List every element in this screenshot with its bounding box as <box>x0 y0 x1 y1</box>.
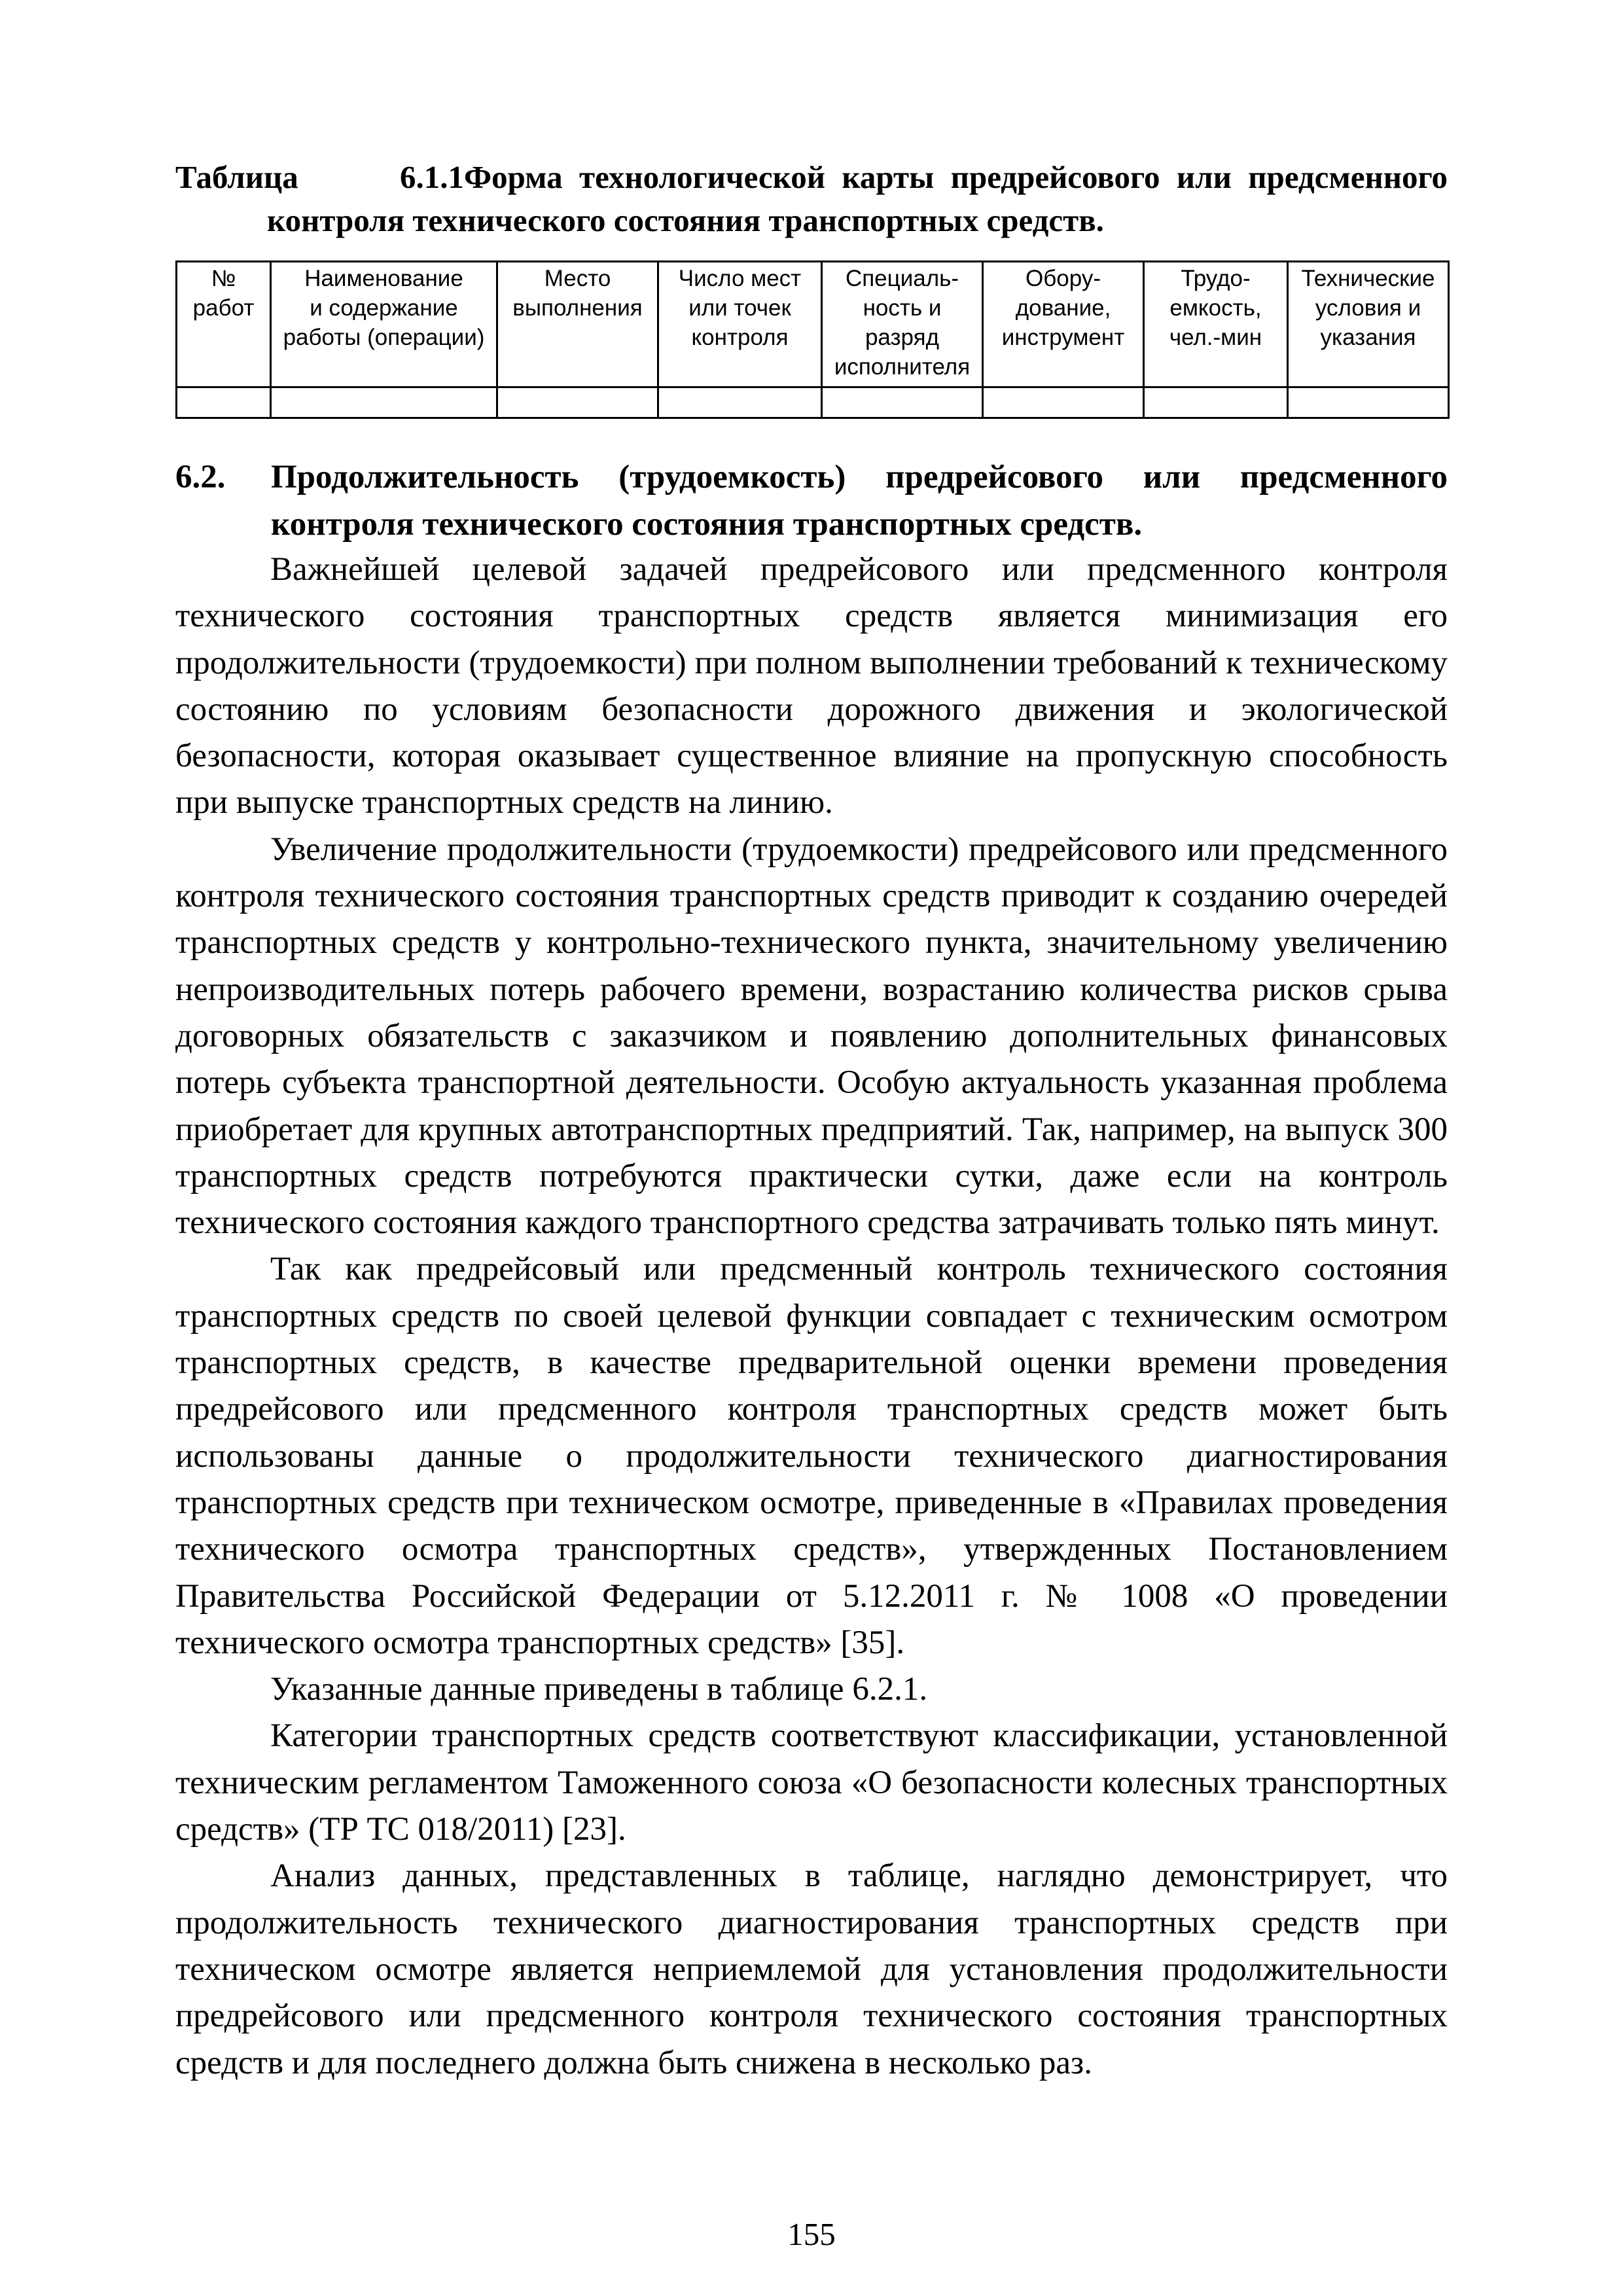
table-row <box>177 387 1449 418</box>
section-number: 6.2. <box>175 459 226 495</box>
paragraph: Указанные данные приведены в таблице 6.2.1. <box>270 1671 928 1708</box>
header-line: Обору- <box>1026 266 1101 291</box>
body-text <box>175 547 1448 2087</box>
table-cell <box>658 387 822 418</box>
header-specialty <box>822 262 983 387</box>
header-line: чел.-мин <box>1169 325 1262 350</box>
header-line: Трудо- <box>1181 266 1251 291</box>
table-cell <box>983 387 1144 418</box>
header-line: или точек <box>688 295 791 321</box>
header-line: выполнения <box>512 295 643 321</box>
table-cell <box>497 387 658 418</box>
header-line: Специаль- <box>845 266 959 291</box>
header-location <box>497 262 658 387</box>
section-heading <box>175 454 1448 548</box>
table-caption <box>175 156 1448 242</box>
header-equipment <box>983 262 1144 387</box>
table-cell <box>177 387 271 418</box>
header-line: контроля <box>691 325 789 350</box>
header-labor-intensity <box>1144 262 1288 387</box>
header-line: № <box>211 266 236 291</box>
header-line: указания <box>1320 325 1416 350</box>
table-cell <box>1144 387 1288 418</box>
section-title: Продолжительность (трудоемкость) предрейсового или предсменного контроля технического состояния транспортных средств. <box>271 459 1448 543</box>
paragraph: Так как предрейсовый или предсменный контроль технического состояния транспортных средств по своей целевой функции совпадает с техническим осмотром транспортных средств, в качестве предварительной оценки времени проведения предрейсового или предсменного контроля транспортных средств может быть использованы данные о продолжительности технического диагностирования транспортных средств при техническом осмотре, приведенные в «Правилах проведения технического осмотра транспортных средств», утвержденных Постановлением Правительства Российской Федерации от 5.12.2011 г. № 1008 «О проведении технического осмотра транспортных средств» [35]. <box>175 1251 1448 1661</box>
header-line: и содержание <box>310 295 458 321</box>
table-cell <box>271 387 497 418</box>
header-line: работы (операции) <box>283 325 485 350</box>
header-line: работ <box>192 295 255 321</box>
paragraph: Категории транспортных средств соответствуют классификации, установленной техническим регламентом Таможенного союза «О безопасности колесных транспортных средств» (ТР ТС 018/2011) [23]. <box>175 1717 1448 1848</box>
header-line: Наименование <box>304 266 463 291</box>
header-line: Технические <box>1301 266 1435 291</box>
header-control-points <box>658 262 822 387</box>
technological-card-form-table <box>175 260 1450 419</box>
table-caption-head <box>175 156 1448 199</box>
header-line: Место <box>544 266 611 291</box>
header-work-number <box>177 262 271 387</box>
table-cell <box>1288 387 1449 418</box>
header-line: емкость, <box>1169 295 1262 321</box>
header-line: Число мест <box>678 266 802 291</box>
header-line: разряд <box>865 325 940 350</box>
table-caption-title-rest: контроля технического состояния транспортных средств. <box>267 202 1104 238</box>
table-header-row <box>177 262 1449 387</box>
header-line: ность и <box>863 295 942 321</box>
header-line: инструмент <box>1001 325 1125 350</box>
paragraph: Увеличение продолжительности (трудоемкости) предрейсового или предсменного контроля технического состояния транспортных средств приводит к созданию очередей транспортных средств у контрольно-технического пункта, значительному увеличению непроизводительных потерь рабочего времени, возрастанию количества рисков срыва договорных обязательств с заказчиком и появлению дополнительных финансовых потерь субъекта транспортной деятельности. Особую актуальность указанная проблема приобретает для крупных автотранспортных предприятий. Так, например, на выпуск 300 транспортных средств потребуются практически сутки, даже если на контроль технического состояния каждого транспортного средства затрачивать только пять минут. <box>175 831 1448 1242</box>
header-line: исполнителя <box>834 354 971 380</box>
page-number: 155 <box>787 2216 836 2252</box>
header-line: дование, <box>1015 295 1111 321</box>
paragraph: Важнейшей целевой задачей предрейсового или предсменного контроля технического состояния транспортных средств является минимизация его продолжительности (трудоемкости) при полном выполнении требований к техническому состоянию по условиям безопасности дорожного движения и экологической безопасности, которая оказывает существенное влияние на пропускную способность при выпуске транспортных средств на линию. <box>175 551 1448 821</box>
paragraph: Анализ данных, представленных в таблице, наглядно демонстрирует, что продолжительность технического диагностирования транспортных средств при техническом осмотре является неприемлемой для установления продолжительности предрейсового или предсменного контроля технического состояния транспортных средств и для последнего должна быть снижена в несколько раз. <box>175 1857 1448 2081</box>
header-line: условия и <box>1315 295 1421 321</box>
table-cell <box>822 387 983 418</box>
table-caption-label: Таблица 6.1.1 <box>175 159 464 195</box>
header-technical-conditions <box>1288 262 1449 387</box>
header-work-name <box>271 262 497 387</box>
table-caption-title-first: Форма технологической карты предрейсового или предсменного <box>464 159 1448 195</box>
